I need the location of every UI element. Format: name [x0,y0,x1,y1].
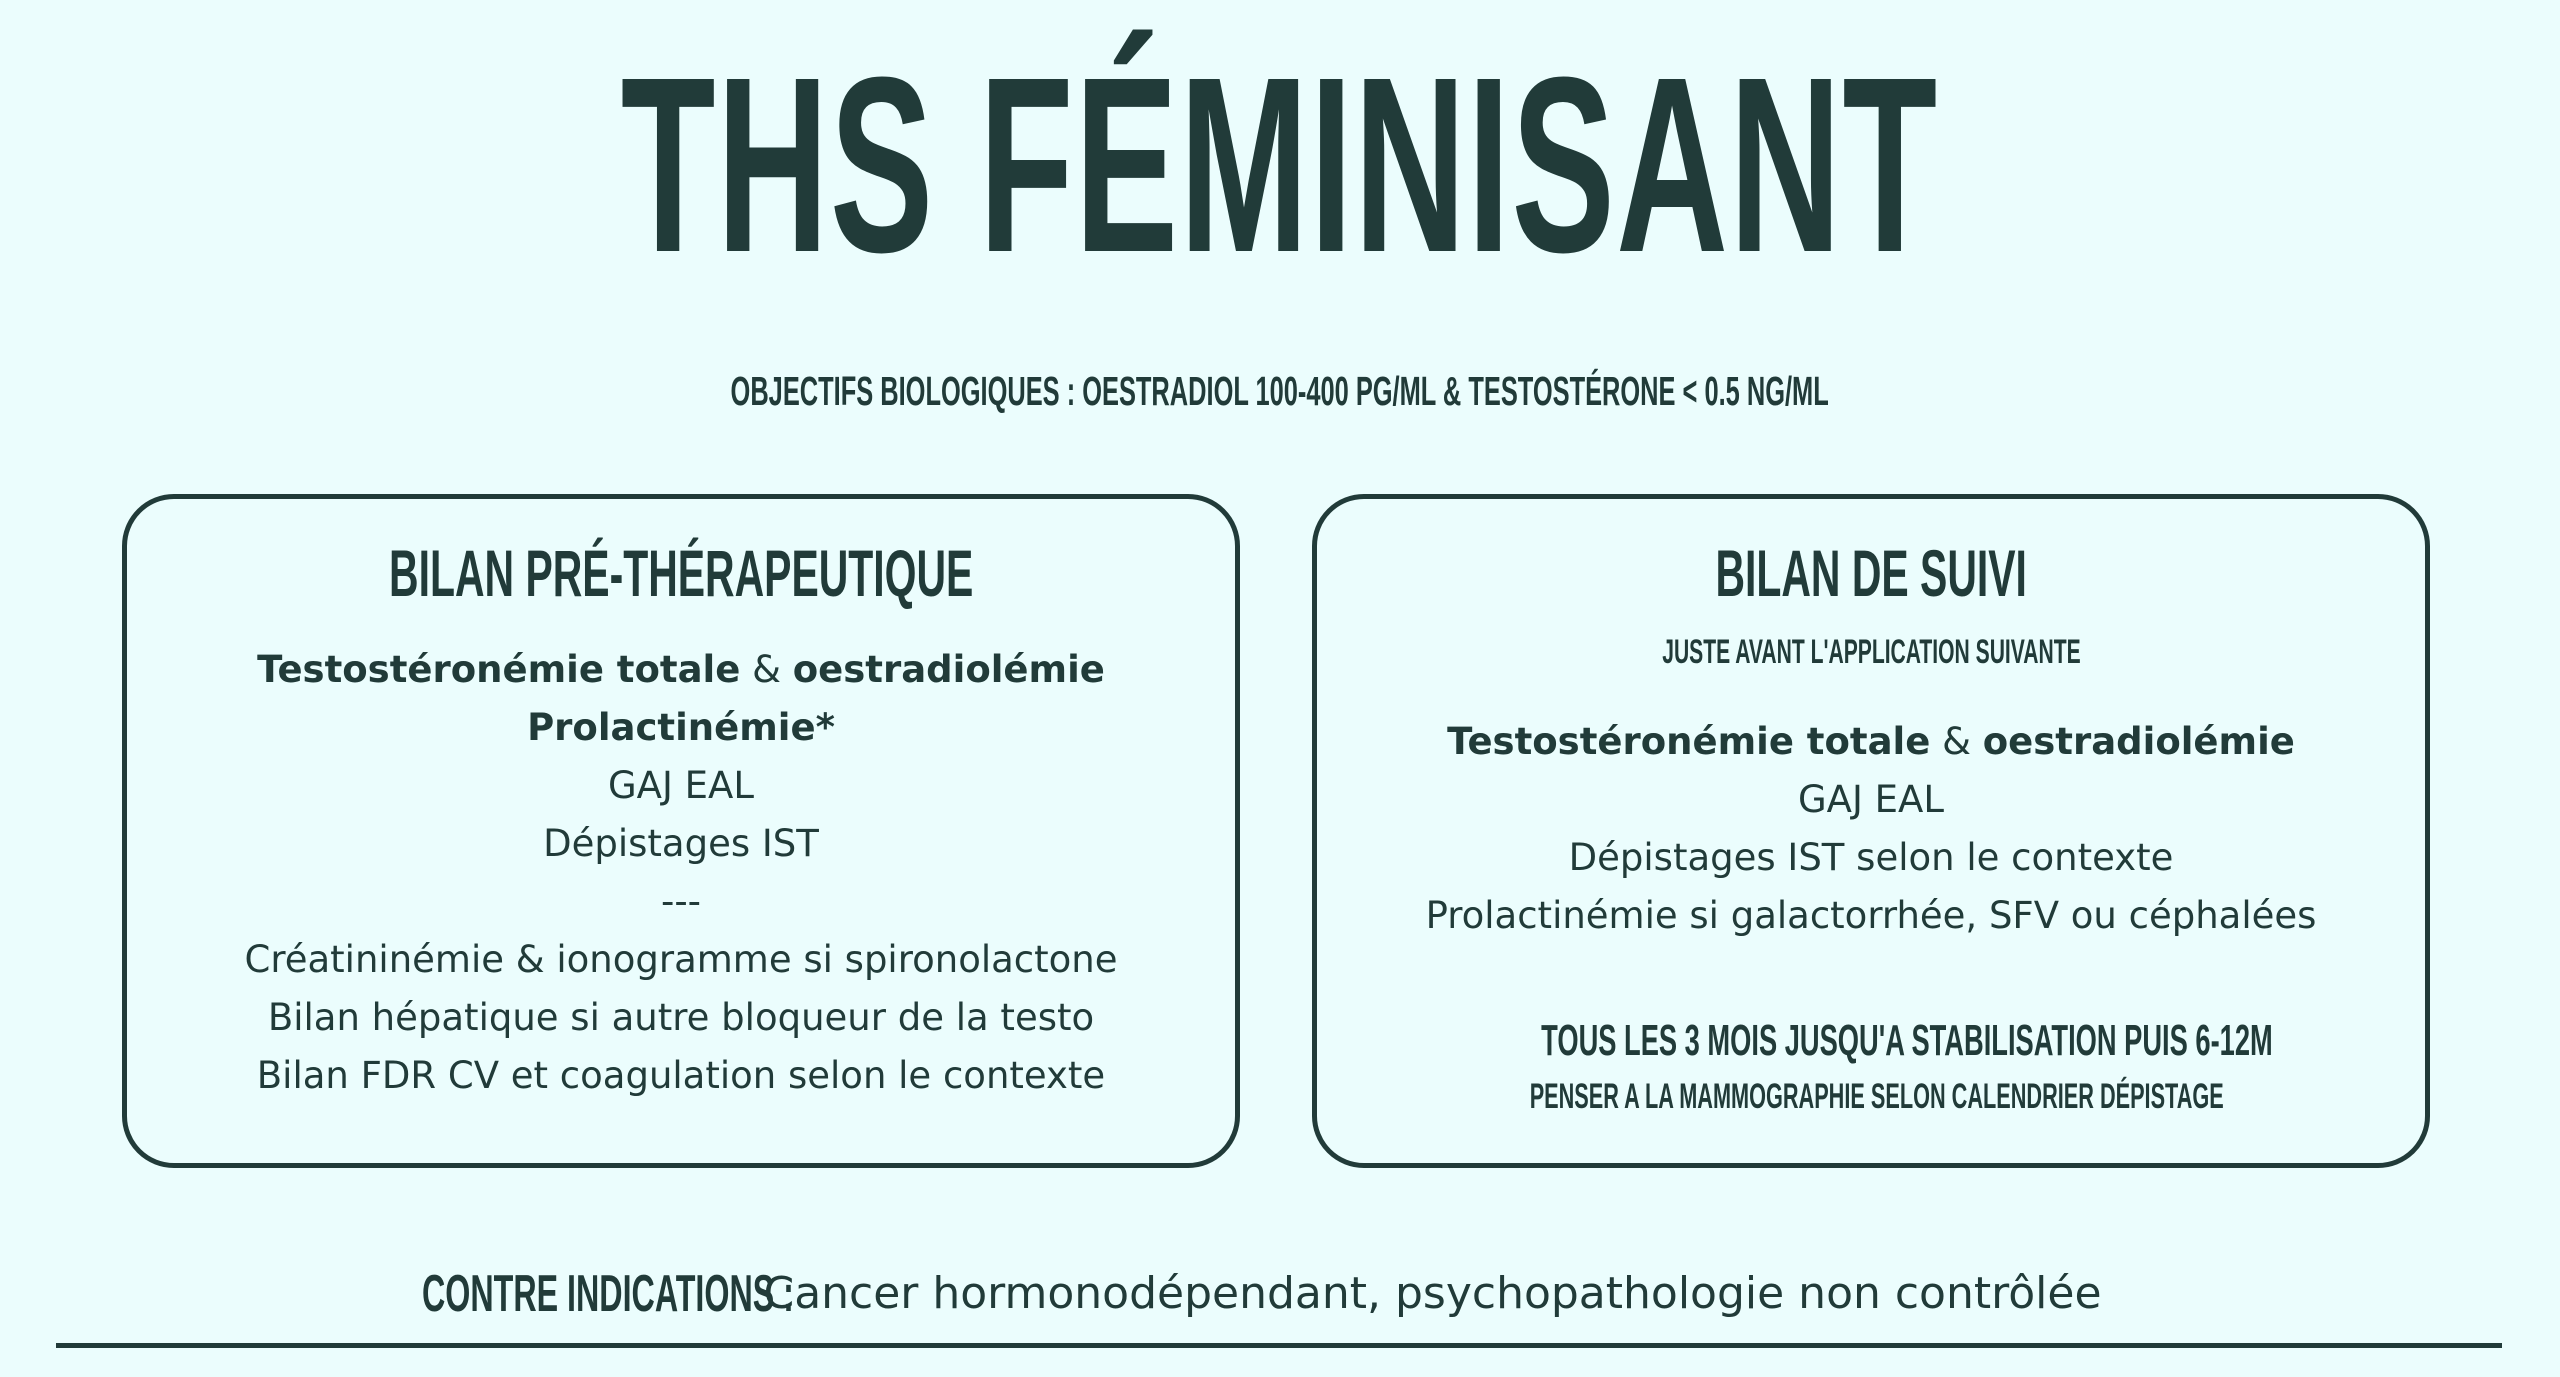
followup-subtitle: JUSTE AVANT L'APPLICATION SUIVANTE [1661,633,2081,671]
ist-line: Dépistages IST [543,822,819,865]
frequency-text: TOUS LES 3 MOIS JUSQU'A STABILISATION PUIS 6-12M [1541,1016,2273,1065]
followup-title: BILAN DE SUIVI [1715,536,2027,610]
followup-list [1317,713,2425,945]
note-wrap [1317,1073,2425,1121]
title-container [0,25,2560,304]
pretherapeutic-card [122,494,1240,1168]
mammography-note: PENSER A LA MAMMOGRAPHIE SELON CALENDRIER DÉPISTAGE [1529,1077,2224,1116]
cv-line: Bilan FDR CV et coagulation selon le contexte [256,1054,1106,1097]
prolactin-label: Prolactinémie* [527,706,835,749]
testosterone-label: Testostéronémie totale [1447,720,1931,763]
gaj-eal-line: GAJ EAL [1798,778,1944,821]
ampersand: & [1930,720,1983,763]
hormone-line [127,641,1235,699]
oestradiol-label: oestradiolémie [1982,720,2295,763]
prolactin-line: Prolactinémie si galactorrhée, SFV ou céphalées [1425,894,2317,937]
pretherapeutic-list [127,641,1235,1105]
prolactin-line [127,699,1235,757]
biological-targets: OBJECTIFS BIOLOGIQUES : OESTRADIOL 100-400 PG/ML & TESTOSTÉRONE < 0.5 NG/ML [730,368,1830,414]
ampersand: & [740,648,793,691]
followup-subtitle-wrap [1317,629,2425,675]
pretherapeutic-title: BILAN PRÉ-THÉRAPEUTIQUE [388,536,974,610]
gaj-eal-line: GAJ EAL [608,764,754,807]
page-title: THS FÉMINISANT [621,25,1939,304]
creatinine-line: Créatininémie & ionogramme si spironolactone [244,938,1118,981]
contraindications-text: Cancer hormonodépendant, psychopathologie non contrôlée [763,1268,2102,1319]
separator: --- [660,880,702,923]
followup-card [1312,494,2430,1168]
contraindications [0,1258,2560,1330]
hepatic-line: Bilan hépatique si autre bloqueur de la testo [267,996,1095,1039]
subtitle-container [0,366,2560,416]
contraindications-label: CONTRE INDICATIONS : [422,1265,795,1323]
hormone-line [1317,713,2425,771]
frequency-wrap [1317,1013,2425,1069]
ist-line: Dépistages IST selon le contexte [1568,836,2174,879]
card-title-wrap [127,533,1235,613]
oestradiol-label: oestradiolémie [792,648,1105,691]
card-title-wrap [1317,533,2425,613]
testosterone-label: Testostéronémie totale [257,648,741,691]
bottom-divider [56,1343,2502,1348]
